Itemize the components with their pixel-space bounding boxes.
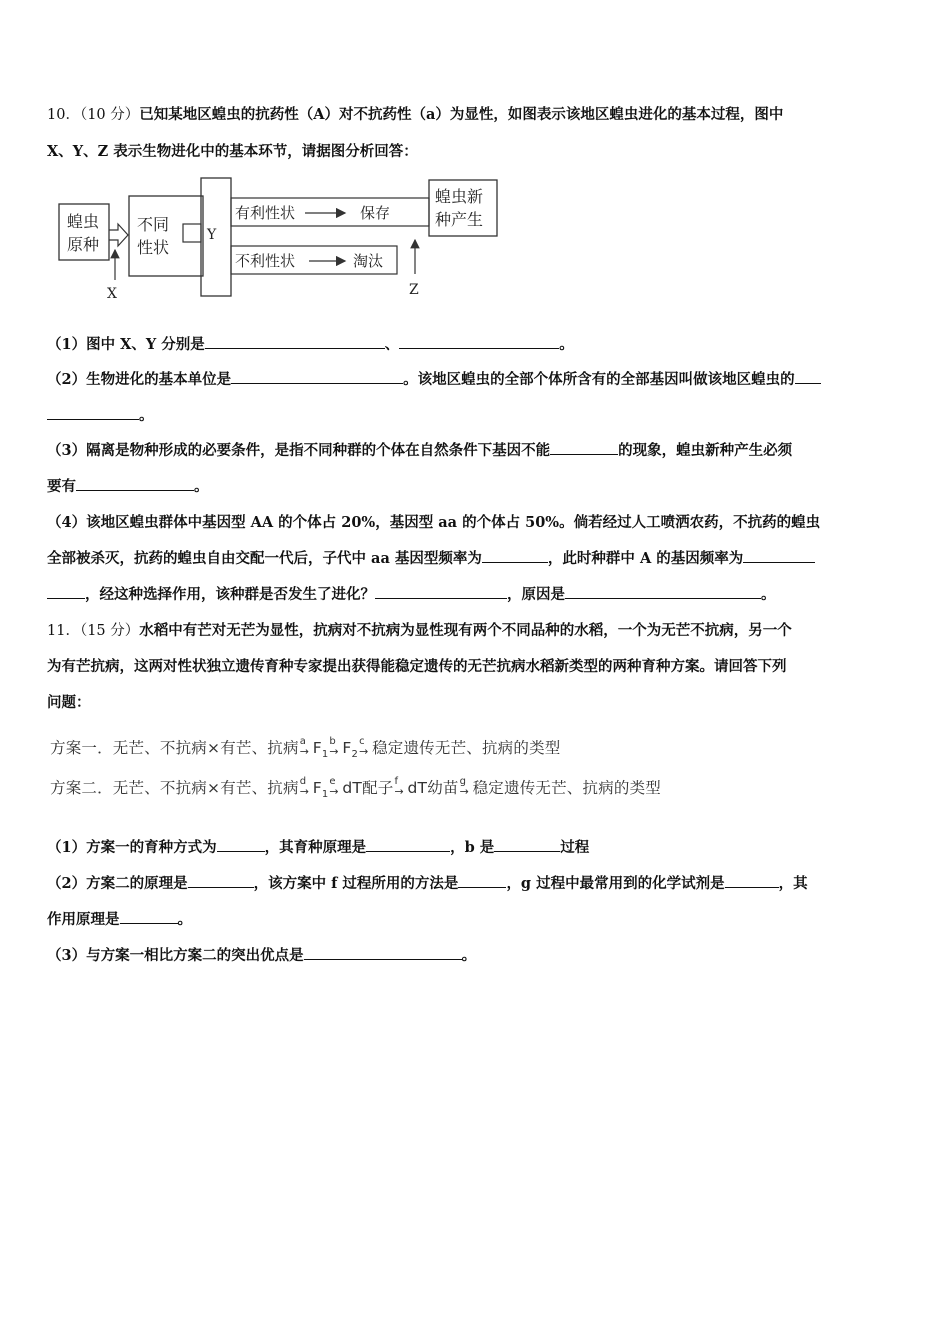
answer-blank-genepool-a[interactable] [795,369,821,384]
answer-blank-mechanism[interactable] [120,909,178,924]
answer-blank-exchange[interactable] [550,440,618,455]
q10-number: 10． [47,107,80,123]
q10-part4-line3 [47,583,776,604]
x-label: X [107,286,117,302]
answer-blank-advantage[interactable] [304,945,462,960]
q11-p1-text-d: 过程 [560,839,590,856]
scheme1-f1: F [312,739,322,757]
q11-part2 [47,872,808,893]
preserve-label: 保存 [360,204,391,222]
answer-blank-isolation[interactable] [76,476,194,491]
q10-part2-cont [47,404,154,425]
scheme2-seedling: dT幼苗 [407,779,459,797]
q11-p2-text-d: ，其 [778,875,808,892]
scheme2-f1-sub: 1 [321,789,329,801]
answer-blank-b-process[interactable] [494,837,560,852]
scheme2-prefix: 方案二．无芒、不抗病×有芒、抗病 [50,779,299,797]
arrow-e: e → [329,775,339,798]
q10-p3-text-c: 要有 [47,478,76,495]
different-traits-label-1: 不同 [137,215,170,234]
q10-part2 [47,368,821,389]
scheme2-f1: F [312,779,322,797]
q11-stem-line3: 问题： [47,694,91,711]
q10-p1-sep: 、 [384,336,400,353]
arrow-d-label: d [299,775,307,787]
answer-blank-genepool-b[interactable] [47,405,139,420]
answer-blank-a-freq-a[interactable] [743,548,815,563]
breeding-scheme-2 [50,776,661,800]
z-label: Z [409,282,419,298]
arrow-c: c → [359,735,369,758]
answer-blank-principle[interactable] [366,837,450,852]
q10-part4: （4）该地区蝗虫群体中基因型 AA 的个体占 20%，基因型 aa 的个体占 50%。倘若经过人工喷洒农药，不抗药的蝗虫 [47,514,821,531]
q10-stem-line2: X、Y、Z 表示生物进化中的基本环节，请据图分析回答： [47,143,418,160]
different-traits-box [129,196,203,276]
original-species-label-1: 蝗虫 [67,212,100,231]
q10-part4-line2 [47,547,815,568]
q10-stem-line1 [47,103,783,124]
answer-blank-xy-1[interactable] [205,334,385,349]
arrow-d: d → [299,775,310,798]
arrow-a-label: a [299,735,307,747]
q11-p2-text-e: 作用原理是 [47,911,120,928]
q10-p1-end: 。 [559,336,574,353]
arrow-g-label: g [459,775,467,787]
q10-p2-text-a: （2）生物进化的基本单位是 [47,371,232,388]
answer-blank-aa-freq[interactable] [482,548,548,563]
q10-score: （10 分） [79,107,140,123]
q11-p1-text-b: ，其育种原理是 [264,839,367,856]
q11-part1 [47,836,589,857]
q11-number: 11． [47,623,80,639]
arrow-f-label: f [394,775,399,787]
original-species-label-2: 原种 [67,235,100,254]
arrow-b-label: b [329,735,336,747]
q10-part3 [47,439,792,460]
q10-p4-end: 。 [761,586,776,603]
q11-stem-line1 [47,619,792,640]
q10-stem-text1: 已知某地区蝗虫的抗药性（A）对不抗药性（a）为显性，如图表示该地区蝗虫进化的基本过程，图中 [139,106,784,123]
q11-stem-text1: 水稻中有芒对无芒为显性，抗病对不抗病为显性现有两个不同品种的水稻，一个为无芒不抗病，另一个 [139,622,792,639]
scheme1-f1-sub: 1 [321,749,329,761]
answer-blank-scheme2-principle[interactable] [188,873,254,888]
arrow-g: g → [459,775,470,798]
q11-stem-line2: 为有芒抗病，这两对性状独立遗传育种专家提出获得能稳定遗传的无芒抗病水稻新类型的两种育种方案。请回答下列 [47,658,787,675]
q10-p3-text-a: （3）隔离是物种形成的必要条件，是指不同种群的个体在自然条件下基因不能 [47,442,551,459]
q11-score: （15 分） [79,623,140,639]
q10-p1-text: （1）图中 X、Y 分别是 [47,336,205,353]
answer-blank-a-freq-b[interactable] [47,584,85,599]
arrow-f: f → [394,775,404,798]
q11-p3-text-a: （3）与方案一相比方案二的突出优点是 [47,947,304,964]
answer-blank-unit[interactable] [231,369,403,384]
evolution-diagram [55,172,505,302]
scheme1-prefix: 方案一．无芒、不抗病×有芒、抗病 [50,739,299,757]
q11-p2-end: 。 [177,911,192,928]
answer-blank-reason[interactable] [565,584,761,599]
q11-p2-text-b: ，该方案中 f 过程所用的方法是 [253,875,459,892]
q11-part2-cont [47,908,192,929]
arrow-c-label: c [359,735,365,747]
scheme1-f2-sub: 2 [351,749,359,761]
favorable-label: 有利性状 [235,204,296,222]
unfavorable-label: 不利性状 [235,252,296,270]
small-square [183,224,201,242]
q10-p3-end: 。 [194,478,209,495]
arrow-b: b → [329,735,339,758]
answer-blank-evolved[interactable] [375,584,507,599]
q10-p4-text-b: 全部被杀灭，抗药的蝗虫自由交配一代后，子代中 aa 基因型频率为 [47,550,482,567]
q10-p2-text-b: 。该地区蝗虫的全部个体所含有的全部基因叫做该地区蝗虫的 [403,371,795,388]
q10-part1 [47,333,574,354]
hollow-arrow [109,224,128,246]
q10-part3-cont [47,475,209,496]
q11-p2-text-a: （2）方案二的原理是 [47,875,188,892]
scheme1-f2: F [342,739,352,757]
scheme2-result: 稳定遗传无芒、抗病的类型 [472,779,662,797]
q10-p2-end: 。 [139,407,154,424]
q11-p3-end: 。 [461,947,477,964]
y-label: Y [207,227,217,243]
new-species-label-1: 蝗虫新 [435,187,484,206]
scheme1-result: 稳定遗传无芒、抗病的类型 [372,739,561,757]
answer-blank-f-method[interactable] [458,873,506,888]
q11-p2-text-c: ，g 过程中最常用到的化学试剂是 [506,875,725,892]
different-traits-label-2: 性状 [137,238,170,257]
q10-p4-text-e: ，原因是 [507,586,565,603]
answer-blank-method[interactable] [217,837,265,852]
new-species-label-2: 种产生 [435,210,484,229]
q11-p1-text-c: ，b 是 [450,839,495,856]
q10-p4-text-c: ，此时种群中 A 的基因频率为 [547,550,744,567]
q10-p4-text-d: ，经这种选择作用，该种群是否发生了进化？ [85,586,375,603]
q11-p1-text-a: （1）方案一的育种方式为 [47,839,217,856]
answer-blank-g-reagent[interactable] [725,873,779,888]
scheme2-gamete: dT配子 [342,779,394,797]
q10-p3-text-b: 的现象，蝗虫新种产生必须 [618,442,793,459]
breeding-scheme-1 [50,736,560,760]
q11-part3 [47,944,476,965]
eliminate-label: 淘汰 [353,252,384,270]
arrow-e-label: e [329,775,336,787]
answer-blank-xy-2[interactable] [399,334,559,349]
arrow-a: a → [299,735,310,758]
